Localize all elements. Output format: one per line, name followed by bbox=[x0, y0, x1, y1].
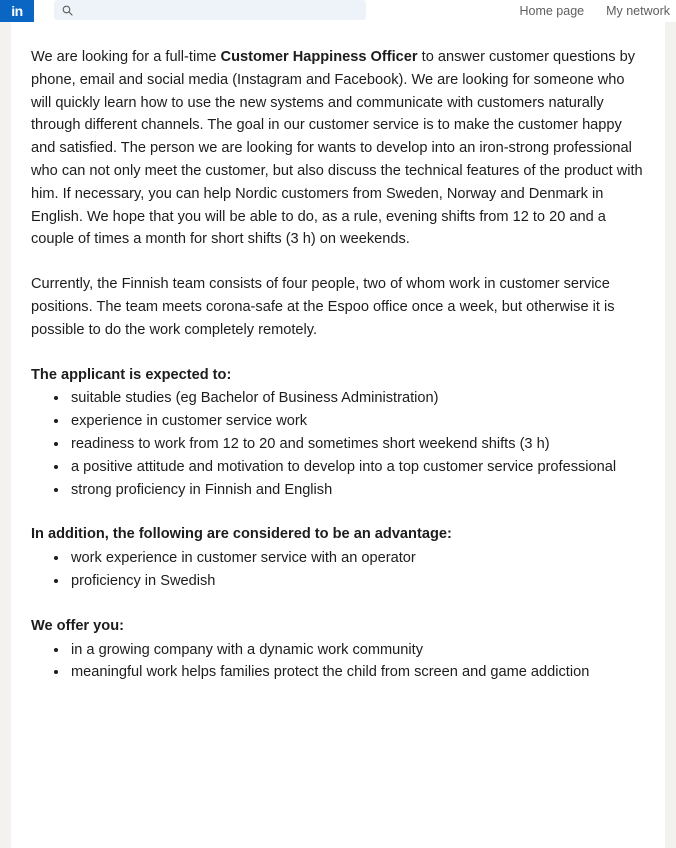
search-input[interactable] bbox=[54, 0, 366, 20]
list-item: • experience in customer service work bbox=[69, 410, 645, 433]
section-heading-expected: The applicant is expected to: bbox=[31, 366, 232, 383]
nav-item-my-network[interactable]: My network bbox=[606, 4, 670, 18]
job-description-content bbox=[11, 22, 665, 684]
linkedin-logo-icon[interactable]: in bbox=[0, 0, 34, 22]
job-description-card bbox=[11, 22, 665, 848]
list-item: • a positive attitude and motivation to develop into a top customer service professional bbox=[69, 456, 645, 479]
paragraph-intro bbox=[31, 46, 645, 251]
list-offer bbox=[31, 639, 645, 685]
top-navigation-bar bbox=[0, 0, 676, 22]
list-expected bbox=[31, 387, 645, 501]
list-item: • strong proficiency in Finnish and English bbox=[69, 479, 645, 502]
intro-text-lead: We are looking for a full-time bbox=[31, 49, 221, 65]
list-item: • readiness to work from 12 to 20 and sometimes short weekend shifts (3 h) bbox=[69, 433, 645, 456]
list-item: • work experience in customer service with an operator bbox=[69, 547, 645, 570]
intro-text-rest: to answer customer questions by phone, email and social media (Instagram and Facebook). We are looking for someone who will quickly learn how to use the new systems and communicate with customers naturally through different channels. The goal in our customer service is to make the customer happy and satisfied. The person we are looking for wants to develop into an iron-strong professional who can not only meet the customer, but also discuss the technical features of the product with him. If necessary, you can help Nordic customers from Sweden, Norway and Denmark in English. We hope that you will be able to do, as a rule, evening shifts from 12 to 20 and a couple of times a month for short shifts (3 h) on weekends. bbox=[31, 49, 643, 248]
list-item: • suitable studies (eg Bachelor of Business Administration) bbox=[69, 387, 645, 410]
section-heading-offer: We offer you: bbox=[31, 617, 124, 634]
nav-item-home-page[interactable]: Home page bbox=[519, 4, 585, 18]
job-title-highlight: Customer Happiness Officer bbox=[220, 49, 418, 65]
search-icon bbox=[62, 5, 73, 16]
team-text: Currently, the Finnish team consists of four people, two of whom work in customer service positions. The team meets corona-safe at the Espoo office once a week, but otherwise it is possible to do the work completely remotely. bbox=[31, 276, 615, 338]
list-item: • proficiency in Swedish bbox=[69, 570, 645, 593]
paragraph-team bbox=[31, 273, 645, 341]
section-heading-advantage: In addition, the following are considered to be an advantage: bbox=[31, 526, 452, 543]
list-advantage bbox=[31, 547, 645, 593]
list-item: • meaningful work helps families protect the child from screen and game addiction bbox=[69, 661, 645, 684]
top-nav-links bbox=[519, 0, 670, 22]
list-item: • in a growing company with a dynamic work community bbox=[69, 639, 645, 662]
